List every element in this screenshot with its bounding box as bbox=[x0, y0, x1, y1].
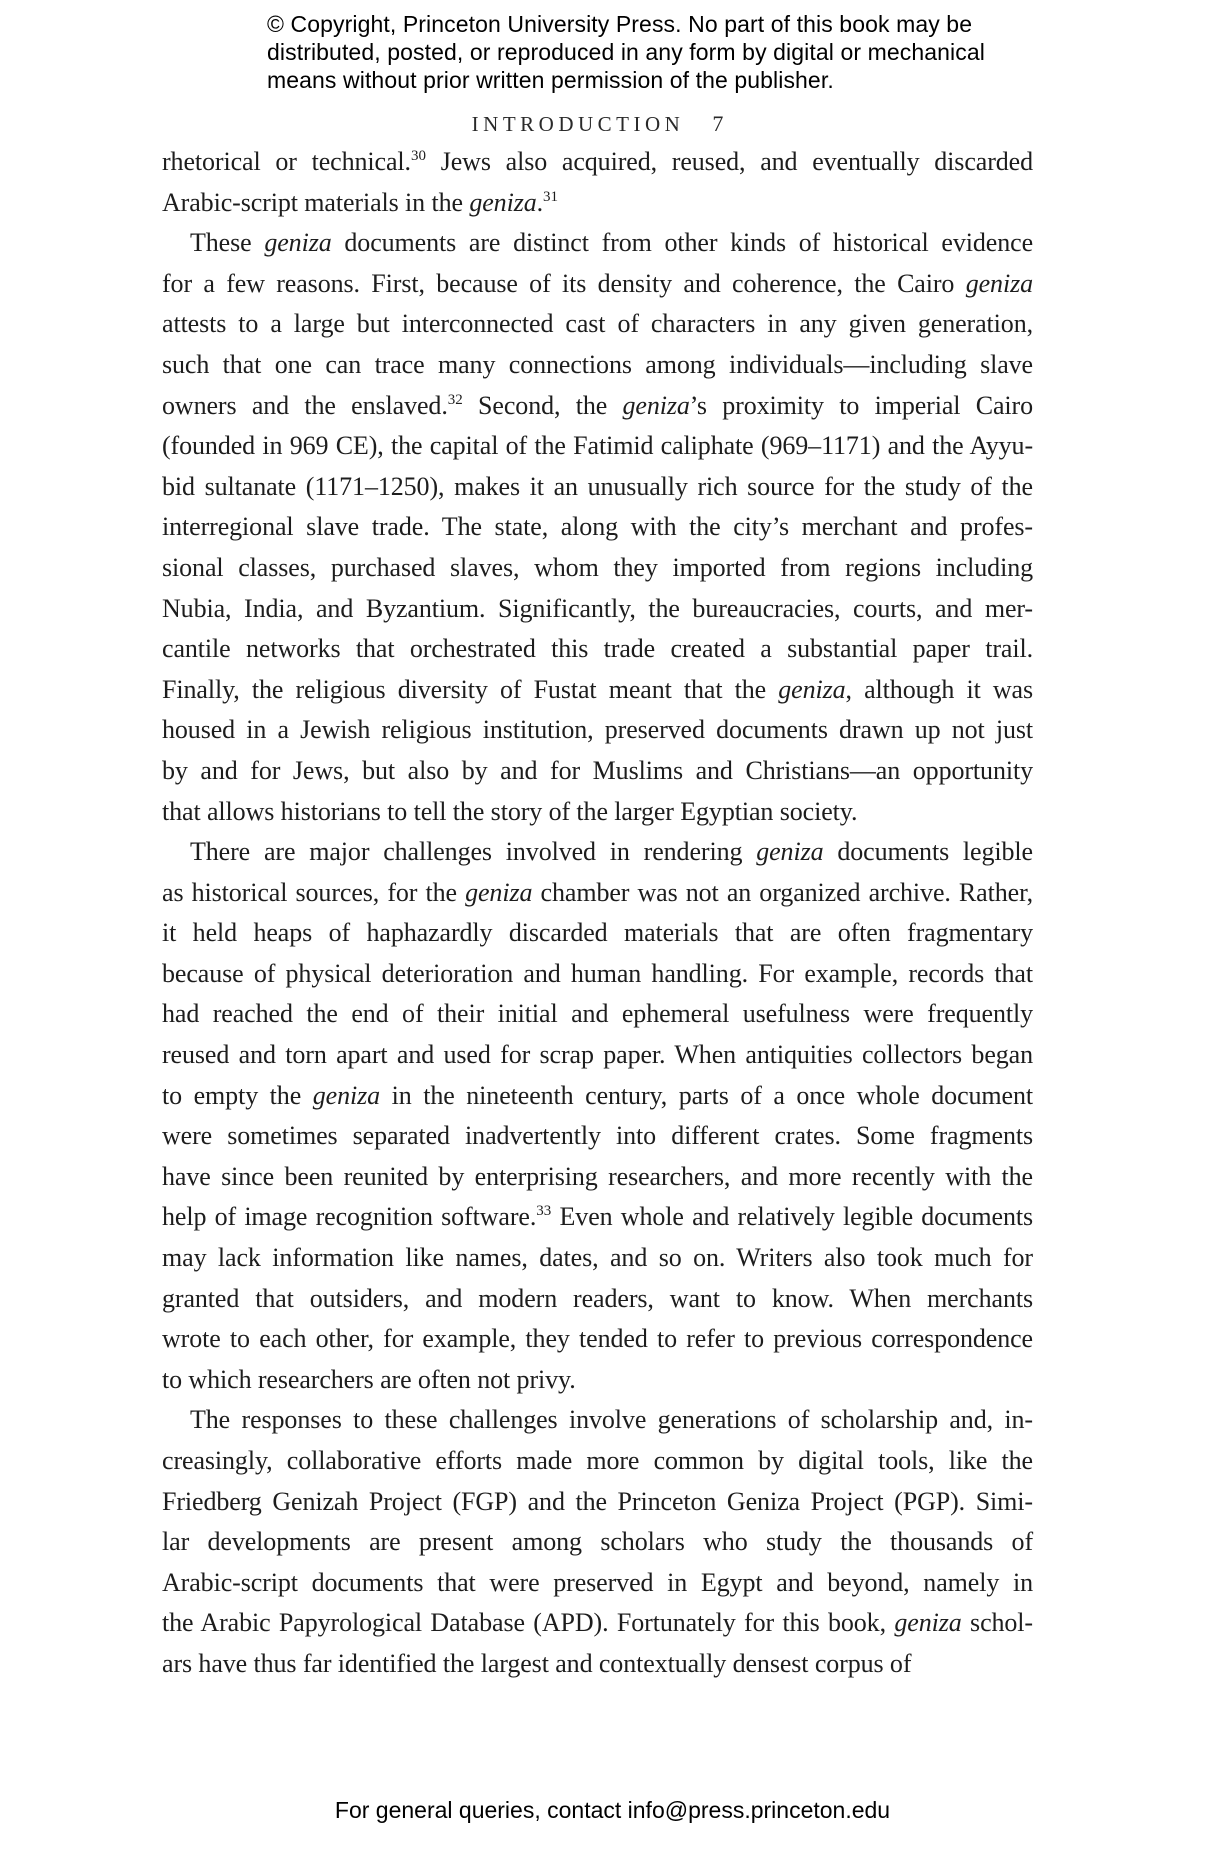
body-line: bid sultanate (1171–1250), makes it an unusually rich source for the study of the bbox=[162, 471, 1033, 501]
body-line: These geniza documents are distinct from other kinds of historical evidence bbox=[190, 228, 1034, 258]
copyright-line: distributed, posted, or reproduced in any form by digital or mechanical bbox=[267, 39, 985, 65]
body-line: (founded in 969 CE), the capital of the Fatimid caliphate (969–1171) and the Ayyu- bbox=[162, 431, 1033, 461]
body-line: interregional slave trade. The state, along with the city’s merchant and profes- bbox=[162, 512, 1033, 542]
italic-term: geniza bbox=[778, 674, 846, 704]
footer-contact-text: For general queries, contact info@press.princeton.edu bbox=[334, 1797, 891, 1823]
body-line: cantile networks that orchestrated this trade created a substantial paper trail. bbox=[162, 634, 1033, 664]
body-line: to empty the geniza in the nineteenth century, parts of a once whole document bbox=[162, 1080, 1033, 1110]
body-line: have since been reunited by enterprising researchers, and more recently with the bbox=[162, 1161, 1033, 1191]
body-line: attests to a large but interconnected cast of characters in any given generation, bbox=[162, 309, 1033, 339]
italic-term: geniza bbox=[894, 1608, 962, 1638]
body-line: housed in a Jewish religious institution, preserved documents drawn up not just bbox=[162, 715, 1033, 745]
body-line: The responses to these challenges involve generations of scholarship and, in- bbox=[190, 1405, 1033, 1435]
body-line: were sometimes separated inadvertently into different crates. Some fragments bbox=[162, 1121, 1033, 1151]
body-line: creasingly, collaborative efforts made more common by digital tools, like the bbox=[162, 1446, 1033, 1475]
copyright-line: means without prior written permission of the publisher. bbox=[267, 67, 834, 93]
italic-term: geniza bbox=[756, 837, 824, 867]
chapter-title: INTRODUCTION bbox=[471, 112, 685, 136]
body-line: owners and the enslaved.$^{32}$ Second, the geniza’s proximity to imperial Cairo bbox=[162, 390, 1033, 420]
body-line: lar developments are present among scholars who study the thousands of bbox=[162, 1527, 1033, 1557]
footnote-reference: 31 bbox=[543, 188, 559, 205]
body-line: rhetorical or technical.$^{30}$ Jews also acquired, reused, and eventually discarded bbox=[162, 147, 1033, 176]
italic-term: geniza bbox=[312, 1080, 381, 1110]
body-line: because of physical deterioration and human handling. For example, records that bbox=[162, 958, 1033, 988]
footnote-reference: 30 bbox=[410, 148, 426, 164]
body-line: Friedberg Genizah Project (FGP) and the Princeton Geniza Project (PGP). Simi- bbox=[162, 1486, 1033, 1516]
body-line: for a few reasons. First, because of its density and coherence, the Cairo geniza bbox=[162, 268, 1033, 298]
body-line: by and for Jews, but also by and for Muslims and Christians—an opportunity bbox=[162, 755, 1033, 785]
body-line: Finally, the religious diversity of Fustat meant that the geniza, although it was bbox=[162, 674, 1033, 704]
italic-term: geniza bbox=[469, 187, 537, 217]
copyright-line: © Copyright, Princeton University Press. No part of this book may be bbox=[267, 11, 973, 37]
body-line: help of image recognition software.$^{33}$ Even whole and relatively legible documents bbox=[162, 1202, 1034, 1232]
italic-term: geniza bbox=[465, 877, 533, 907]
body-line: it held heaps of haphazardly discarded materials that are often fragmentary bbox=[162, 918, 1033, 948]
italic-term: geniza bbox=[965, 268, 1033, 298]
copyright-notice bbox=[267, 10, 985, 94]
italic-term: geniza bbox=[622, 390, 690, 420]
footnote-reference: 33 bbox=[536, 1203, 552, 1220]
body-line: wrote to each other, for example, they tended to refer to previous correspondence bbox=[162, 1324, 1033, 1354]
body-line: to which researchers are often not privy. bbox=[162, 1364, 576, 1394]
body-text bbox=[162, 142, 1033, 1685]
body-line: the Arabic Papyrological Database (APD). Fortunately for this book, geniza schol- bbox=[162, 1608, 1033, 1638]
italic-term: geniza bbox=[264, 228, 332, 258]
body-line: ars have thus far identified the largest and contextually densest corpus of bbox=[162, 1648, 912, 1678]
body-line: had reached the end of their initial and ephemeral usefulness were frequently bbox=[162, 999, 1033, 1029]
page-number: 7 bbox=[712, 111, 724, 136]
running-header bbox=[162, 111, 1033, 137]
body-line: There are major challenges involved in rendering geniza documents legible bbox=[190, 837, 1033, 867]
body-line: sional classes, purchased slaves, whom they imported from regions including bbox=[162, 552, 1033, 582]
body-line: Nubia, India, and Byzantium. Significantly, the bureaucracies, courts, and mer- bbox=[162, 593, 1033, 623]
body-line: reused and torn apart and used for scrap paper. When antiquities collectors began bbox=[162, 1040, 1033, 1070]
body-line: such that one can trace many connections among individuals—including slave bbox=[162, 349, 1033, 379]
body-line: may lack information like names, dates, and so on. Writers also took much for bbox=[162, 1243, 1033, 1273]
body-line: Arabic-script materials in the geniza.$^{31}$ bbox=[162, 187, 559, 217]
body-line: Arabic-script documents that were preserved in Egypt and beyond, namely in bbox=[162, 1567, 1033, 1597]
body-line: as historical sources, for the geniza chamber was not an organized archive. Rather, bbox=[162, 877, 1033, 907]
body-line: that allows historians to tell the story of the larger Egyptian society. bbox=[162, 796, 858, 826]
footnote-reference: 32 bbox=[447, 391, 463, 408]
body-line: granted that outsiders, and modern readers, want to know. When merchants bbox=[162, 1283, 1033, 1313]
